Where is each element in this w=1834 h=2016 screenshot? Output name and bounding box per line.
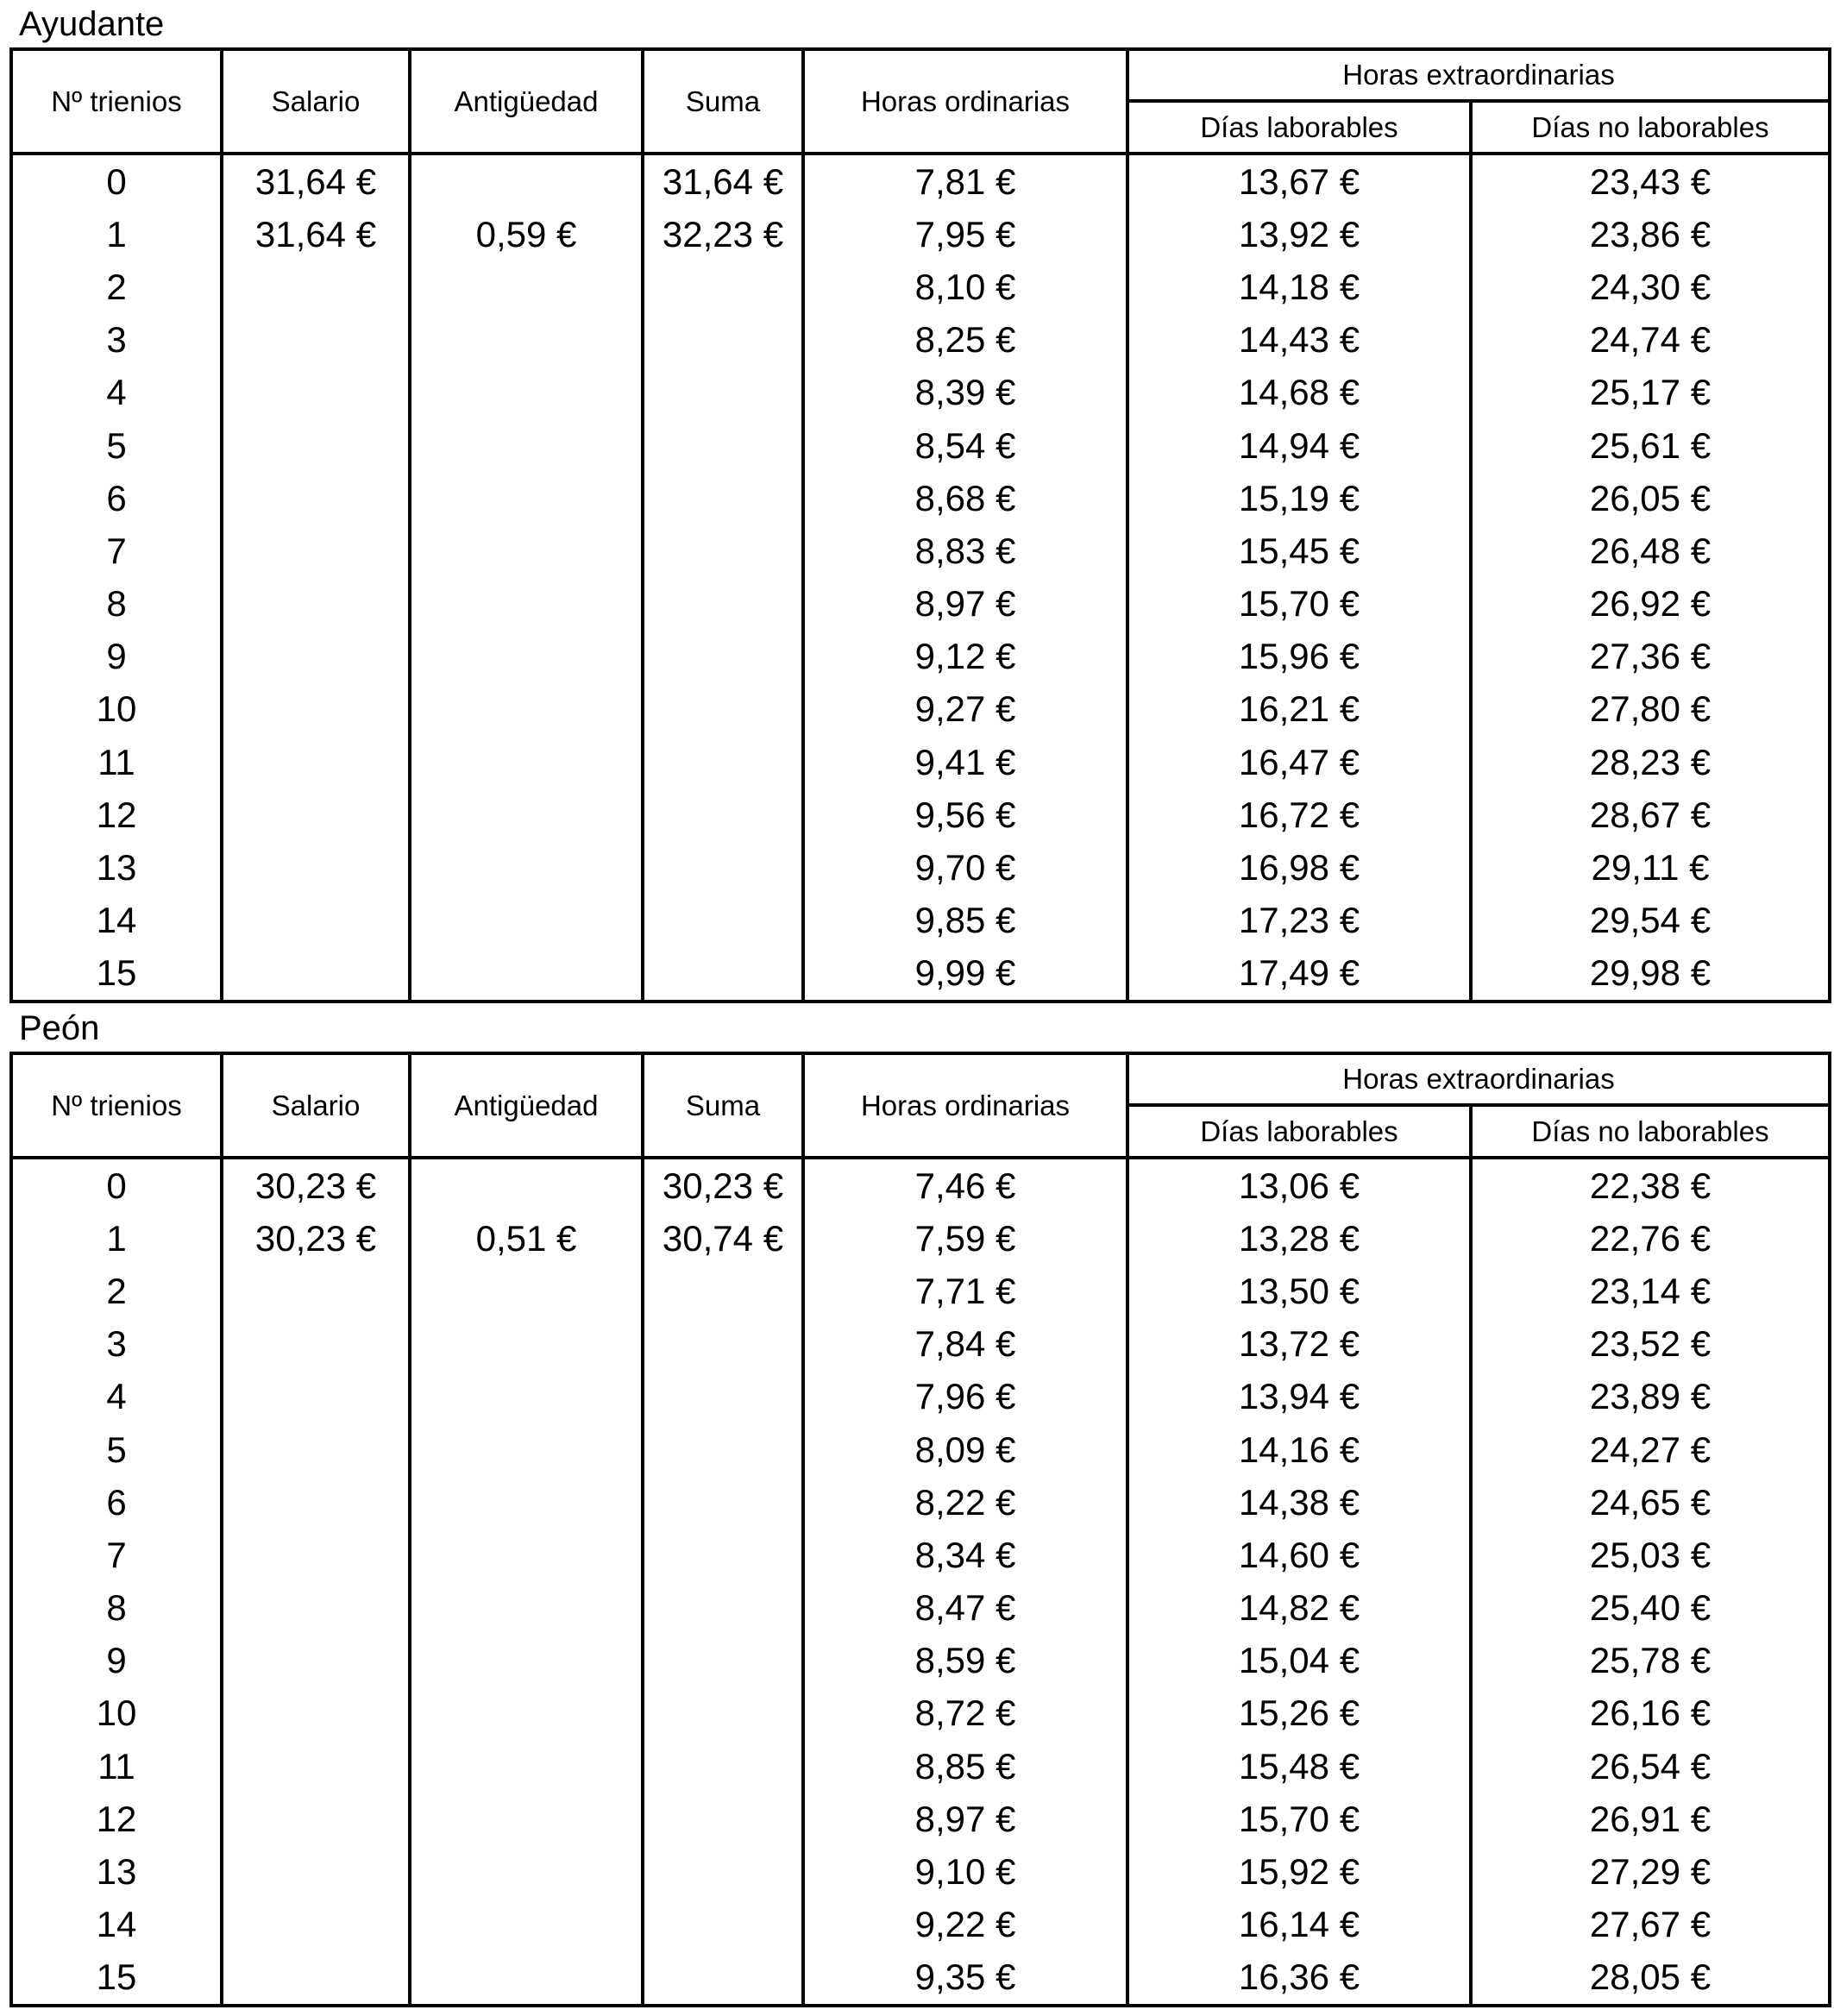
cell-horas-ordinarias: 8,10 € bbox=[803, 261, 1127, 313]
cell-dias-no-laborables: 24,27 € bbox=[1471, 1423, 1830, 1476]
cell-trienios: 1 bbox=[11, 1212, 222, 1265]
cell-salario bbox=[222, 419, 410, 472]
cell-trienios: 8 bbox=[11, 1582, 222, 1635]
cell-dias-no-laborables: 22,76 € bbox=[1471, 1212, 1830, 1265]
cell-suma bbox=[643, 1423, 803, 1476]
cell-antiguedad bbox=[410, 895, 643, 947]
cell-antiguedad bbox=[410, 1845, 643, 1898]
cell-dias-laborables: 13,28 € bbox=[1127, 1212, 1471, 1265]
cell-dias-laborables: 15,04 € bbox=[1127, 1635, 1471, 1687]
table-row bbox=[11, 1158, 1830, 1212]
cell-dias-no-laborables: 26,48 € bbox=[1471, 524, 1830, 577]
cell-horas-ordinarias: 8,72 € bbox=[803, 1687, 1127, 1740]
cell-trienios: 12 bbox=[11, 1793, 222, 1845]
cell-antiguedad: 0,51 € bbox=[410, 1212, 643, 1265]
cell-trienios: 2 bbox=[11, 261, 222, 313]
cell-dias-laborables: 15,70 € bbox=[1127, 578, 1471, 631]
cell-dias-no-laborables: 25,78 € bbox=[1471, 1635, 1830, 1687]
cell-salario bbox=[222, 631, 410, 683]
table-row bbox=[11, 788, 1830, 841]
table-row bbox=[11, 261, 1830, 313]
header-suma: Suma bbox=[643, 1053, 803, 1158]
cell-dias-no-laborables: 28,05 € bbox=[1471, 1951, 1830, 2006]
cell-antiguedad: 0,59 € bbox=[410, 208, 643, 261]
cell-horas-ordinarias: 7,81 € bbox=[803, 154, 1127, 208]
cell-horas-ordinarias: 9,85 € bbox=[803, 895, 1127, 947]
cell-dias-laborables: 13,72 € bbox=[1127, 1318, 1471, 1371]
cell-salario bbox=[222, 1687, 410, 1740]
cell-dias-laborables: 13,92 € bbox=[1127, 208, 1471, 261]
cell-dias-no-laborables: 26,05 € bbox=[1471, 472, 1830, 524]
cell-antiguedad bbox=[410, 1371, 643, 1423]
cell-horas-ordinarias: 8,25 € bbox=[803, 314, 1127, 367]
cell-trienios: 4 bbox=[11, 367, 222, 419]
cell-dias-no-laborables: 29,11 € bbox=[1471, 841, 1830, 894]
cell-dias-laborables: 16,36 € bbox=[1127, 1951, 1471, 2006]
table-row bbox=[11, 1423, 1830, 1476]
cell-dias-laborables: 14,43 € bbox=[1127, 314, 1471, 367]
cell-salario bbox=[222, 841, 410, 894]
cell-suma bbox=[643, 1793, 803, 1845]
cell-suma bbox=[643, 1371, 803, 1423]
table-row bbox=[11, 1951, 1830, 2006]
cell-suma bbox=[643, 1265, 803, 1317]
cell-trienios: 6 bbox=[11, 1476, 222, 1529]
cell-trienios: 14 bbox=[11, 1899, 222, 1951]
cell-salario bbox=[222, 1635, 410, 1687]
cell-salario bbox=[222, 788, 410, 841]
cell-suma bbox=[643, 1740, 803, 1793]
header-trienios: Nº trienios bbox=[11, 49, 222, 154]
cell-antiguedad bbox=[410, 1635, 643, 1687]
cell-suma bbox=[643, 683, 803, 736]
cell-trienios: 9 bbox=[11, 1635, 222, 1687]
cell-dias-laborables: 17,23 € bbox=[1127, 895, 1471, 947]
cell-trienios: 12 bbox=[11, 788, 222, 841]
cell-antiguedad bbox=[410, 683, 643, 736]
cell-antiguedad bbox=[410, 1740, 643, 1793]
header-dias-no-laborables: Días no laborables bbox=[1471, 1105, 1830, 1158]
cell-dias-no-laborables: 23,86 € bbox=[1471, 208, 1830, 261]
cell-trienios: 11 bbox=[11, 736, 222, 788]
cell-dias-laborables: 14,38 € bbox=[1127, 1476, 1471, 1529]
cell-salario bbox=[222, 1476, 410, 1529]
header-antiguedad: Antigüedad bbox=[410, 49, 643, 154]
cell-antiguedad bbox=[410, 1265, 643, 1317]
cell-dias-no-laborables: 25,61 € bbox=[1471, 419, 1830, 472]
cell-salario bbox=[222, 1793, 410, 1845]
table-row bbox=[11, 314, 1830, 367]
cell-trienios: 8 bbox=[11, 578, 222, 631]
cell-salario bbox=[222, 472, 410, 524]
cell-horas-ordinarias: 9,12 € bbox=[803, 631, 1127, 683]
cell-dias-no-laborables: 25,17 € bbox=[1471, 367, 1830, 419]
cell-dias-laborables: 15,45 € bbox=[1127, 524, 1471, 577]
cell-salario bbox=[222, 314, 410, 367]
cell-trienios: 0 bbox=[11, 1158, 222, 1212]
cell-dias-no-laborables: 24,74 € bbox=[1471, 314, 1830, 367]
cell-horas-ordinarias: 7,46 € bbox=[803, 1158, 1127, 1212]
cell-salario: 31,64 € bbox=[222, 208, 410, 261]
cell-salario bbox=[222, 947, 410, 1002]
cell-dias-laborables: 15,48 € bbox=[1127, 1740, 1471, 1793]
cell-trienios: 1 bbox=[11, 208, 222, 261]
cell-antiguedad bbox=[410, 1793, 643, 1845]
cell-horas-ordinarias: 8,47 € bbox=[803, 1582, 1127, 1635]
cell-salario bbox=[222, 1845, 410, 1898]
cell-antiguedad bbox=[410, 1687, 643, 1740]
cell-horas-ordinarias: 9,41 € bbox=[803, 736, 1127, 788]
cell-salario bbox=[222, 1371, 410, 1423]
cell-suma bbox=[643, 578, 803, 631]
cell-trienios: 13 bbox=[11, 1845, 222, 1898]
cell-horas-ordinarias: 7,96 € bbox=[803, 1371, 1127, 1423]
cell-salario bbox=[222, 1423, 410, 1476]
table-row bbox=[11, 736, 1830, 788]
cell-trienios: 15 bbox=[11, 947, 222, 1002]
table-row bbox=[11, 1899, 1830, 1951]
cell-suma bbox=[643, 419, 803, 472]
cell-antiguedad bbox=[410, 788, 643, 841]
cell-dias-laborables: 13,67 € bbox=[1127, 154, 1471, 208]
cell-antiguedad bbox=[410, 736, 643, 788]
cell-antiguedad bbox=[410, 1951, 643, 2006]
section-title: Ayudante bbox=[19, 5, 165, 43]
table-row bbox=[11, 524, 1830, 577]
cell-horas-ordinarias: 8,34 € bbox=[803, 1529, 1127, 1581]
cell-antiguedad bbox=[410, 524, 643, 577]
cell-antiguedad bbox=[410, 1476, 643, 1529]
cell-suma: 30,23 € bbox=[643, 1158, 803, 1212]
cell-horas-ordinarias: 7,59 € bbox=[803, 1212, 1127, 1265]
cell-salario: 30,23 € bbox=[222, 1212, 410, 1265]
cell-horas-ordinarias: 9,70 € bbox=[803, 841, 1127, 894]
cell-dias-laborables: 13,94 € bbox=[1127, 1371, 1471, 1423]
header-trienios: Nº trienios bbox=[11, 1053, 222, 1158]
cell-dias-no-laborables: 25,03 € bbox=[1471, 1529, 1830, 1581]
cell-horas-ordinarias: 9,56 € bbox=[803, 788, 1127, 841]
cell-salario bbox=[222, 578, 410, 631]
cell-suma bbox=[643, 1845, 803, 1898]
cell-dias-no-laborables: 27,29 € bbox=[1471, 1845, 1830, 1898]
header-horas-extraordinarias: Horas extraordinarias bbox=[1127, 1053, 1830, 1105]
cell-suma bbox=[643, 788, 803, 841]
cell-antiguedad bbox=[410, 631, 643, 683]
cell-dias-laborables: 16,14 € bbox=[1127, 1899, 1471, 1951]
cell-salario bbox=[222, 367, 410, 419]
header-horas-extraordinarias: Horas extraordinarias bbox=[1127, 49, 1830, 101]
table-row bbox=[11, 578, 1830, 631]
cell-trienios: 3 bbox=[11, 1318, 222, 1371]
cell-horas-ordinarias: 9,99 € bbox=[803, 947, 1127, 1002]
table-row bbox=[11, 1212, 1830, 1265]
cell-dias-laborables: 16,21 € bbox=[1127, 683, 1471, 736]
cell-salario bbox=[222, 1582, 410, 1635]
table-row bbox=[11, 631, 1830, 683]
cell-trienios: 3 bbox=[11, 314, 222, 367]
table-row bbox=[11, 1845, 1830, 1898]
section-title: Peón bbox=[19, 1009, 100, 1047]
cell-suma bbox=[643, 947, 803, 1002]
table-row bbox=[11, 947, 1830, 1002]
cell-salario bbox=[222, 1951, 410, 2006]
cell-dias-laborables: 16,47 € bbox=[1127, 736, 1471, 788]
cell-antiguedad bbox=[410, 1529, 643, 1581]
salary-table bbox=[9, 1052, 1831, 2007]
cell-horas-ordinarias: 7,95 € bbox=[803, 208, 1127, 261]
cell-dias-no-laborables: 27,67 € bbox=[1471, 1899, 1830, 1951]
cell-suma bbox=[643, 314, 803, 367]
table-row bbox=[11, 1635, 1830, 1687]
cell-dias-laborables: 15,26 € bbox=[1127, 1687, 1471, 1740]
cell-dias-no-laborables: 27,36 € bbox=[1471, 631, 1830, 683]
cell-dias-no-laborables: 29,54 € bbox=[1471, 895, 1830, 947]
cell-suma bbox=[643, 895, 803, 947]
cell-dias-no-laborables: 23,14 € bbox=[1471, 1265, 1830, 1317]
cell-horas-ordinarias: 9,35 € bbox=[803, 1951, 1127, 2006]
cell-dias-laborables: 14,94 € bbox=[1127, 419, 1471, 472]
cell-horas-ordinarias: 8,83 € bbox=[803, 524, 1127, 577]
cell-salario bbox=[222, 1740, 410, 1793]
table-row bbox=[11, 1476, 1830, 1529]
cell-horas-ordinarias: 9,10 € bbox=[803, 1845, 1127, 1898]
cell-antiguedad bbox=[410, 314, 643, 367]
cell-trienios: 10 bbox=[11, 683, 222, 736]
cell-suma bbox=[643, 472, 803, 524]
table-row bbox=[11, 367, 1830, 419]
cell-dias-no-laborables: 26,92 € bbox=[1471, 578, 1830, 631]
cell-suma bbox=[643, 1635, 803, 1687]
header-dias-laborables: Días laborables bbox=[1127, 1105, 1471, 1158]
cell-trienios: 13 bbox=[11, 841, 222, 894]
cell-horas-ordinarias: 8,54 € bbox=[803, 419, 1127, 472]
cell-dias-laborables: 17,49 € bbox=[1127, 947, 1471, 1002]
cell-dias-no-laborables: 23,89 € bbox=[1471, 1371, 1830, 1423]
cell-dias-laborables: 15,19 € bbox=[1127, 472, 1471, 524]
header-salario: Salario bbox=[222, 1053, 410, 1158]
cell-salario bbox=[222, 895, 410, 947]
cell-salario bbox=[222, 524, 410, 577]
table-row bbox=[11, 154, 1830, 208]
cell-suma bbox=[643, 367, 803, 419]
cell-trienios: 10 bbox=[11, 1687, 222, 1740]
cell-dias-laborables: 16,98 € bbox=[1127, 841, 1471, 894]
cell-dias-no-laborables: 28,23 € bbox=[1471, 736, 1830, 788]
cell-antiguedad bbox=[410, 367, 643, 419]
table-row bbox=[11, 472, 1830, 524]
table-row bbox=[11, 208, 1830, 261]
cell-salario bbox=[222, 1529, 410, 1581]
table-row bbox=[11, 841, 1830, 894]
cell-horas-ordinarias: 8,68 € bbox=[803, 472, 1127, 524]
cell-horas-ordinarias: 8,09 € bbox=[803, 1423, 1127, 1476]
cell-dias-no-laborables: 24,30 € bbox=[1471, 261, 1830, 313]
cell-suma bbox=[643, 1582, 803, 1635]
cell-antiguedad bbox=[410, 472, 643, 524]
cell-horas-ordinarias: 8,22 € bbox=[803, 1476, 1127, 1529]
header-suma: Suma bbox=[643, 49, 803, 154]
cell-antiguedad bbox=[410, 1899, 643, 1951]
cell-suma bbox=[643, 261, 803, 313]
cell-salario bbox=[222, 683, 410, 736]
cell-suma bbox=[643, 524, 803, 577]
cell-antiguedad bbox=[410, 419, 643, 472]
cell-salario bbox=[222, 1265, 410, 1317]
cell-antiguedad bbox=[410, 1582, 643, 1635]
cell-suma: 30,74 € bbox=[643, 1212, 803, 1265]
cell-horas-ordinarias: 8,97 € bbox=[803, 1793, 1127, 1845]
cell-suma: 32,23 € bbox=[643, 208, 803, 261]
cell-horas-ordinarias: 7,84 € bbox=[803, 1318, 1127, 1371]
cell-dias-laborables: 15,70 € bbox=[1127, 1793, 1471, 1845]
cell-salario bbox=[222, 736, 410, 788]
cell-dias-laborables: 15,96 € bbox=[1127, 631, 1471, 683]
table-row bbox=[11, 1582, 1830, 1635]
table-row bbox=[11, 1687, 1830, 1740]
cell-suma bbox=[643, 1318, 803, 1371]
cell-trienios: 4 bbox=[11, 1371, 222, 1423]
header-dias-laborables: Días laborables bbox=[1127, 101, 1471, 154]
cell-antiguedad bbox=[410, 578, 643, 631]
cell-suma: 31,64 € bbox=[643, 154, 803, 208]
cell-trienios: 7 bbox=[11, 1529, 222, 1581]
cell-dias-laborables: 14,60 € bbox=[1127, 1529, 1471, 1581]
cell-dias-no-laborables: 25,40 € bbox=[1471, 1582, 1830, 1635]
header-antiguedad: Antigüedad bbox=[410, 1053, 643, 1158]
cell-dias-no-laborables: 22,38 € bbox=[1471, 1158, 1830, 1212]
cell-trienios: 9 bbox=[11, 631, 222, 683]
cell-antiguedad bbox=[410, 1318, 643, 1371]
cell-horas-ordinarias: 8,59 € bbox=[803, 1635, 1127, 1687]
cell-dias-laborables: 13,06 € bbox=[1127, 1158, 1471, 1212]
cell-trienios: 6 bbox=[11, 472, 222, 524]
cell-dias-laborables: 14,82 € bbox=[1127, 1582, 1471, 1635]
cell-dias-no-laborables: 28,67 € bbox=[1471, 788, 1830, 841]
cell-dias-laborables: 14,18 € bbox=[1127, 261, 1471, 313]
table-row bbox=[11, 1265, 1830, 1317]
salary-table bbox=[9, 47, 1831, 1003]
cell-horas-ordinarias: 8,85 € bbox=[803, 1740, 1127, 1793]
cell-dias-laborables: 14,16 € bbox=[1127, 1423, 1471, 1476]
cell-suma bbox=[643, 1951, 803, 2006]
cell-salario bbox=[222, 261, 410, 313]
cell-trienios: 0 bbox=[11, 154, 222, 208]
cell-horas-ordinarias: 8,97 € bbox=[803, 578, 1127, 631]
cell-antiguedad bbox=[410, 154, 643, 208]
cell-antiguedad bbox=[410, 1158, 643, 1212]
cell-suma bbox=[643, 1476, 803, 1529]
cell-dias-laborables: 16,72 € bbox=[1127, 788, 1471, 841]
cell-salario: 30,23 € bbox=[222, 1158, 410, 1212]
cell-horas-ordinarias: 7,71 € bbox=[803, 1265, 1127, 1317]
cell-antiguedad bbox=[410, 261, 643, 313]
table-row bbox=[11, 1793, 1830, 1845]
cell-dias-laborables: 15,92 € bbox=[1127, 1845, 1471, 1898]
cell-salario: 31,64 € bbox=[222, 154, 410, 208]
cell-salario bbox=[222, 1899, 410, 1951]
cell-suma bbox=[643, 631, 803, 683]
cell-trienios: 15 bbox=[11, 1951, 222, 2006]
cell-antiguedad bbox=[410, 841, 643, 894]
table-row bbox=[11, 895, 1830, 947]
header-salario: Salario bbox=[222, 49, 410, 154]
table-row bbox=[11, 1371, 1830, 1423]
cell-trienios: 5 bbox=[11, 419, 222, 472]
cell-dias-laborables: 13,50 € bbox=[1127, 1265, 1471, 1317]
cell-dias-no-laborables: 24,65 € bbox=[1471, 1476, 1830, 1529]
cell-dias-no-laborables: 26,16 € bbox=[1471, 1687, 1830, 1740]
header-horas-ordinarias: Horas ordinarias bbox=[803, 1053, 1127, 1158]
cell-horas-ordinarias: 9,27 € bbox=[803, 683, 1127, 736]
cell-salario bbox=[222, 1318, 410, 1371]
cell-horas-ordinarias: 9,22 € bbox=[803, 1899, 1127, 1951]
header-horas-ordinarias: Horas ordinarias bbox=[803, 49, 1127, 154]
cell-dias-laborables: 14,68 € bbox=[1127, 367, 1471, 419]
header-dias-no-laborables: Días no laborables bbox=[1471, 101, 1830, 154]
cell-trienios: 2 bbox=[11, 1265, 222, 1317]
cell-dias-no-laborables: 23,52 € bbox=[1471, 1318, 1830, 1371]
cell-trienios: 7 bbox=[11, 524, 222, 577]
table-row bbox=[11, 1740, 1830, 1793]
cell-suma bbox=[643, 736, 803, 788]
cell-suma bbox=[643, 1899, 803, 1951]
cell-dias-no-laborables: 29,98 € bbox=[1471, 947, 1830, 1002]
cell-dias-no-laborables: 23,43 € bbox=[1471, 154, 1830, 208]
cell-antiguedad bbox=[410, 947, 643, 1002]
cell-suma bbox=[643, 1687, 803, 1740]
cell-trienios: 11 bbox=[11, 1740, 222, 1793]
cell-horas-ordinarias: 8,39 € bbox=[803, 367, 1127, 419]
cell-antiguedad bbox=[410, 1423, 643, 1476]
cell-suma bbox=[643, 1529, 803, 1581]
cell-trienios: 5 bbox=[11, 1423, 222, 1476]
cell-dias-no-laborables: 26,54 € bbox=[1471, 1740, 1830, 1793]
table-row bbox=[11, 419, 1830, 472]
table-row bbox=[11, 683, 1830, 736]
cell-suma bbox=[643, 841, 803, 894]
cell-trienios: 14 bbox=[11, 895, 222, 947]
table-row bbox=[11, 1529, 1830, 1581]
table-row bbox=[11, 1318, 1830, 1371]
cell-dias-no-laborables: 26,91 € bbox=[1471, 1793, 1830, 1845]
cell-dias-no-laborables: 27,80 € bbox=[1471, 683, 1830, 736]
